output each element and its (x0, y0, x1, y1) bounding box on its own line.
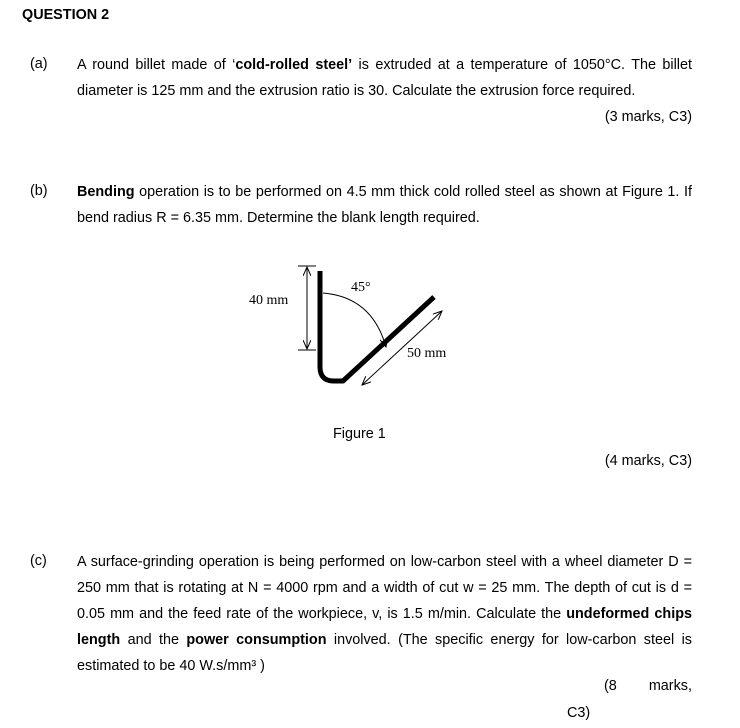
part-c-text (77, 549, 692, 679)
part-a-marks: (3 marks, C3) (604, 109, 692, 125)
length-label: 50 mm (407, 346, 447, 361)
part-c-text-3: involved. (The specific energy for low-carbon steel is estimated to be 40 W.s/mm³ ) (77, 632, 692, 674)
part-c-marks-line-1 (604, 678, 692, 694)
angle-arc (323, 293, 386, 347)
part-a-text (77, 52, 692, 104)
figure-1-diagram (240, 255, 470, 395)
part-c-text-1: A surface-grinding operation is being performed on low-carbon steel with a wheel diameter D = 250 mm that is rotating at N = 4000 rpm and a width of cut w = 25 mm. The depth of cut is d = 0.05 mm and the feed rate of the workpiece, v, is 1.5 m/min. Calculate the (77, 554, 692, 622)
part-a-bold-term: cold-rolled steel’ (235, 57, 353, 73)
part-c-bold-term-1: undeformed chips length (77, 606, 692, 648)
height-label: 40 mm (249, 293, 289, 308)
question-heading: QUESTION 2 (22, 7, 110, 23)
part-b-label: (b) (30, 183, 48, 199)
part-c-marks-word: marks, (648, 678, 692, 694)
figure-caption: Figure 1 (333, 426, 386, 442)
angle-label: 45° (351, 280, 371, 295)
part-b-text-1: operation is to be performed on 4.5 mm thick cold rolled steel as shown at Figure 1. If bend radius R = 6.35 mm. Determine the blank length required. (77, 184, 692, 226)
part-c-text-2: and the (120, 632, 187, 648)
part-a-label: (a) (30, 56, 48, 72)
part-c-marks-open: (8 (604, 678, 617, 694)
part-b-marks: (4 marks, C3) (604, 453, 692, 469)
part-c-bold-term-2: power consumption (186, 632, 327, 648)
part-a-text-1: A round billet made of ‘ (77, 57, 236, 73)
part-b-bold-term: Bending (77, 184, 135, 200)
part-a-text-2: is extruded at a temperature of 1050°C. The billet diameter is 125 mm and the extrusion ratio is 30. Calculate the extrusion force required. (77, 57, 692, 99)
part-c-marks-line-2: C3) (567, 705, 591, 721)
part-c-label: (c) (30, 553, 47, 569)
part-b-text (77, 179, 692, 231)
